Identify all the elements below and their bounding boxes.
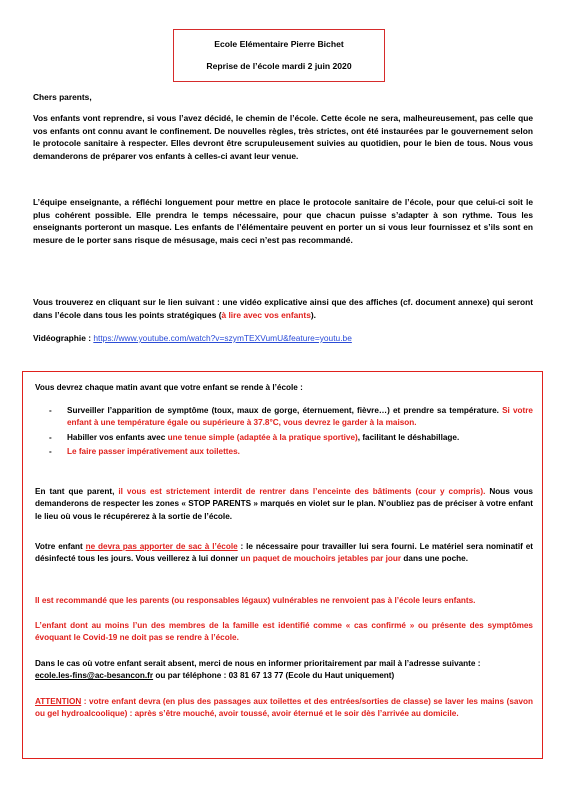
parent-rules: En tant que parent, il vous est strictement interdit de rentrer dans l’enceinte des bâtiments (cour y compris). Nous vous demanderons de respecter les zones « STOP PARENTS » marqués en violet sur le plan. N’oubliez pas de préciser à votre enfant le lieu où vous le récupérerez à la sortie de l’école. [35,487,533,521]
checklist-item-clothing: - Habiller vos enfants avec une tenue simple (adaptée à la pratique sportive), facilitant le déshabillage. [49,432,460,442]
vulnerable-notice: Il est recommandé que les parents (ou responsables légaux) vulnérables ne renvoient pas à l’école leurs enfants. [35,596,476,605]
video-line [33,332,533,345]
absence-contact: Dans le cas où votre enfant serait absent, merci de nous en informer prioritairement par mail à l’adresse suivante : ecole.les-fins@ac-besancon.fr ou par téléphone : 03 81 67 13 77 (Ecole du Haut uniquement) [35,659,481,681]
resources-text: Vous trouverez en cliquant sur le lien suivant : une vidéo explicative ainsi que des affiches (cf. document annexe) qui seront dans l’école dans tous les points stratégiques ( [33,297,533,320]
checklist-item-toilets: - Le faire passer impérativement aux toilettes. [49,447,240,457]
video-label: Vidéographie : [33,333,94,343]
video-link[interactable]: https://www.youtube.com/watch?v=szymTEXVumU&feature=youtu.be [93,333,352,343]
paragraph-intro: Vos enfants vont reprendre, si vous l’avez décidé, le chemin de l’école. Cette école ne sera, malheureusement, pas celle que vos enfants ont connu avant le confinement. De nouvelles règles, très strictes, ont été instaurées par le gouvernement selon le protocole sanitaire à respecter. Elles devront être scrupuleusement suivies au quotidien, pour le bien de tous. Nous vous demanderons de préparer vos enfants à celles-ci avant leur venue. [33,113,533,161]
morning-checklist [35,405,533,461]
covid-notice: L’enfant dont au moins l’un des membres de la famille est identifié comme « cas confirmé » ou présente des symptômes évoquant le Covid-19 ne doit pas se rendre à l’école. [35,621,533,643]
header-box [173,29,385,82]
checklist-item-temperature: - Surveiller l’apparition de symptôme (toux, maux de gorge, éternuement, fièvre…) et prendre sa température. Si votre enfant à une température égale ou supérieure à 37.8°C, vous devrez le garder à la maison. [49,406,533,428]
resources-highlight: à lire avec vos enfants [221,309,311,320]
bag-rules: Votre enfant ne devra pas apporter de sac à l’école : le nécessaire pour travailler lui sera fourni. Le matériel sera nominatif et désinfecté tous les jours. Vous veillerez à lui donner un paquet de mouchoirs jetables par jour dans une poche. [35,542,533,564]
paragraph-resources [33,296,533,321]
attention-notice: ATTENTION : votre enfant devra (en plus des passages aux toilettes et des entrées/sorties de classe) se laver les mains (savon ou gel hydroalcoolique) : après s’être mouché, avoir toussé, avoir éternué et le soir dès l’arrivée au domicile. [35,697,533,719]
paragraph-team: L’équipe enseignante, a réfléchi longuement pour mettre en place le protocole sanitaire de l’école, pour que celui-ci soit le plus cohérent possible. Elle prendra le temps nécessaire, pour que chacun puisse s’adapter à son rythme. Tous les enseignants porteront un masque. Les enfants de l’élémentaire peuvent en porter un si vous leur fournissez et s’ils sont en mesure de le porter sans risque de mésusage, mais ceci n’est pas recommandé. [33,197,533,245]
morning-intro: Vous devrez chaque matin avant que votre enfant se rende à l’école : [35,383,303,392]
instructions-box [22,371,543,759]
letter-subject: Reprise de l’école mardi 2 juin 2020 [206,61,352,71]
school-name: Ecole Elémentaire Pierre Bichet [214,39,344,49]
attention-label: ATTENTION [35,697,82,706]
contact-email[interactable]: ecole.les-fins@ac-besancon.fr [35,671,154,681]
greeting: Chers parents, [33,92,92,102]
resources-end: ). [310,309,316,320]
